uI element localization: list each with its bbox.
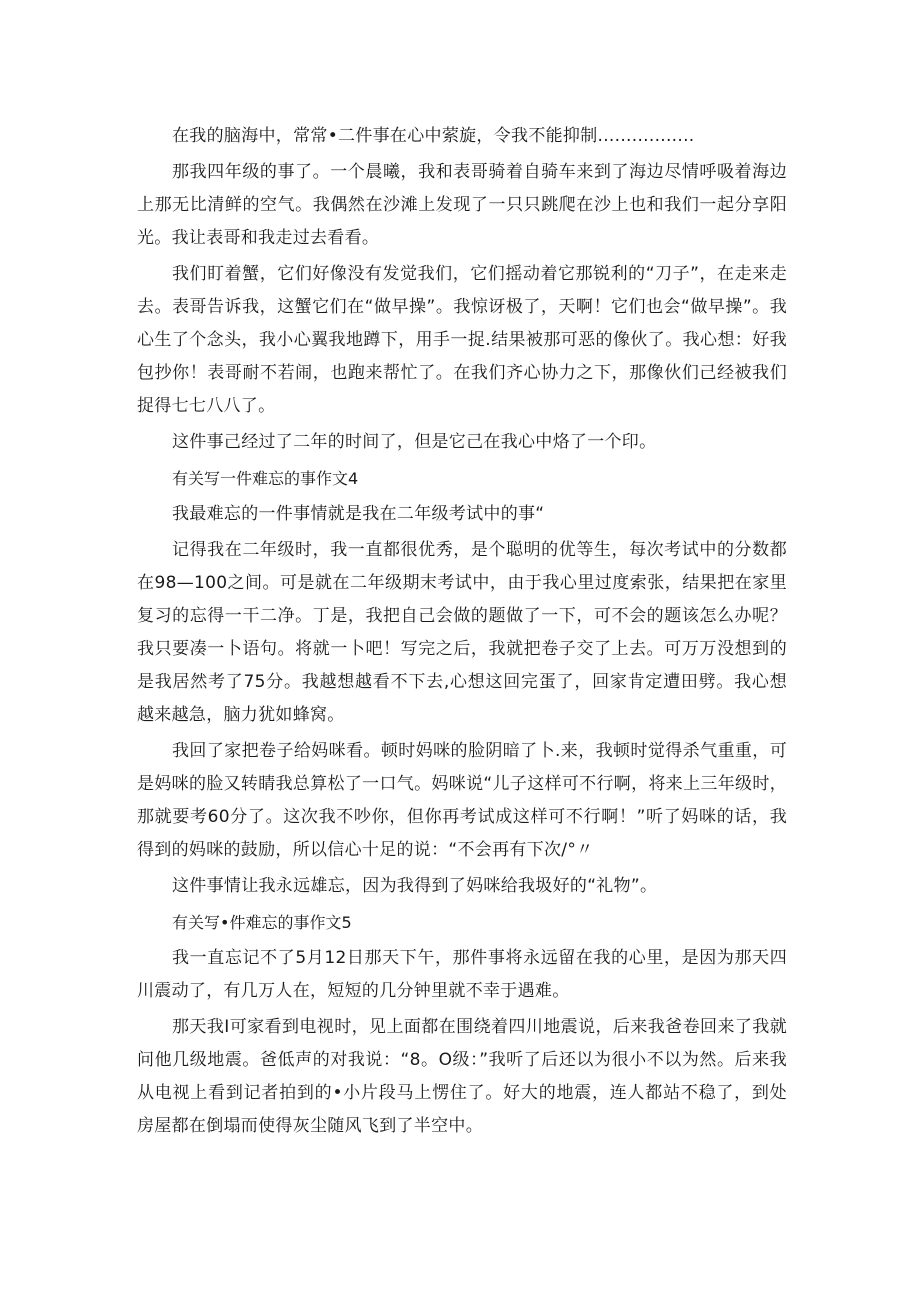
paragraph-seaside: 那我四年级的事了。一个晨曦，我和表哥骑着自骑车来到了海边尽情呼吸着海边上那无比清鲜的空气。我偶然在沙滩上发现了一只只跳爬在沙上也和我们一起分享阳光。我让表哥和我走过去看看。 bbox=[137, 162, 787, 248]
paragraph-tv: 那天我I可家看到电视时，见上面都在围绕着四川地震说，后来我爸卷回来了我就问他几级地震。爸低声的对我说：“8。O级：”我听了后还以为很小不以为然。后来我从电视上看到记者拍到的•小片段马上愣住了。好大的地震，连人都站不稳了，到处房屋都在倒塌而使得灰尘随风飞到了半空中。 bbox=[137, 1017, 787, 1136]
document-body bbox=[137, 120, 787, 1143]
paragraph-mom: 我回了家把卷子给妈咪看。顿时妈咪的脸阴暗了卜.来，我顿时觉得杀气重重，可是妈咪的脸又转睛我总算松了一口气。妈咪说“儿子这样可不行啊，将来上三年级时，那就要考60分了。这次我不吵你，但你再考试成这样可不行啊！”听了妈咪的话，我得到的妈咪的鼓励，所以信心十足的说：“不会再有下次/°〃 bbox=[137, 741, 787, 860]
paragraph-crabs: 我们盯着蟹，它们好像没有发觉我们，它们摇动着它那锐利的“刀子”，在走来走去。表哥告诉我，这蟹它们在“做早操”。我惊讶极了，天啊！它们也会“做早操”。我心生了个念头，我小心翼我地蹲下，用手一捉.结果被那可恶的像伙了。我心想：好我包抄你！表哥耐不若闹，也跑来帮忙了。在我们齐心协力之下，那像伙们己经被我们捉得七七八八了。 bbox=[137, 264, 787, 416]
paragraph-gift: 这件事情让我永远雄忘，因为我得到了妈咪给我圾好的“礼物”。 bbox=[172, 876, 658, 896]
essay-heading-5: 有关写•件难忘的事作文5 bbox=[172, 913, 352, 932]
paragraph-earthquake: 我一直忘记不了5月12日那天下午，那件事将永远留在我的心里，是因为那天四川震动了，有几万人在，短短的几分钟里就不幸于遇难。 bbox=[137, 948, 787, 1001]
paragraph-intro: 在我的脑海中，常常•二件事在心中萦旋，令我不能抑制................. bbox=[172, 126, 695, 146]
paragraph-exam: 记得我在二年级时，我一直都很优秀，是个聪明的优等生，每次考试中的分数都在98—100之间。可是就在二年级期末考试中，由于我心里过度索张，结果把在家里复习的忘得一干二净。丁是，我把自己会做的题做了一下，可不会的题该怎么办呢？我只要凑一卜语句。将就一卜吧！写完之后，我就把卷子交了上去。可万万没想到的是我居然考了75分。我越想越看不下去,心想这回完蛋了，回家肯定遭田劈。我心想越来越急，脑力犹如蜂窝。 bbox=[137, 540, 787, 725]
paragraph-exam-intro: 我最难忘的一件事情就是我在二年级考试中的事“ bbox=[172, 504, 545, 524]
paragraph-memory: 这件事己经过了二年的时间了，但是它己在我心中烙了一个印。 bbox=[172, 432, 657, 452]
essay-heading-4: 有关写一件难忘的事作文4 bbox=[172, 469, 359, 488]
